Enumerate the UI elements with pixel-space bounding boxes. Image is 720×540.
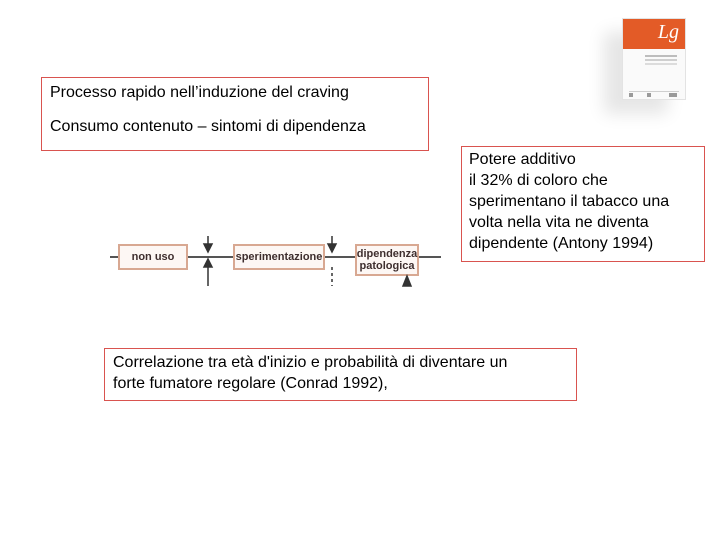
stage-label: sperimentazione — [235, 251, 323, 263]
addictive-power-textbox — [461, 146, 705, 262]
text-line: Correlazione tra età d'inizio e probabilità di diventare un — [113, 354, 508, 371]
arrow-down-icon — [328, 244, 336, 252]
stage-label: patologica — [359, 260, 415, 272]
text-line: volta nella vita ne diventa — [469, 214, 649, 231]
book-monogram: Lg — [657, 21, 679, 43]
publisher-logo-icon — [669, 93, 677, 97]
diagram-arrows — [110, 232, 450, 292]
stage-label: dipendenza — [356, 248, 418, 260]
text-line: dipendente (Antony 1994) — [469, 235, 654, 252]
arrow-up-icon — [204, 259, 212, 267]
text-line: sperimentano il tabacco una — [469, 193, 670, 210]
dependence-line: Consumo contenuto – sintomi di dipendenza — [50, 118, 366, 135]
text-line: Potere additivo — [469, 151, 576, 168]
text-line: forte fumatore regolare (Conrad 1992), — [113, 375, 388, 392]
publisher-logo-icon — [629, 93, 633, 97]
text-line: il 32% di coloro che — [469, 172, 608, 189]
book-cover-header — [623, 19, 685, 49]
book-cover-text — [645, 55, 677, 57]
arrow-up-icon — [403, 276, 411, 286]
craving-textbox — [41, 77, 429, 151]
progression-diagram — [110, 232, 450, 292]
craving-line: Processo rapido nell’induzione del craving — [50, 84, 349, 101]
publisher-logo-icon — [647, 93, 651, 97]
arrow-down-icon — [204, 244, 212, 252]
spacer — [50, 103, 420, 116]
book-cover-image — [622, 18, 686, 100]
stage-label: non uso — [131, 251, 175, 263]
age-correlation-textbox — [104, 348, 577, 401]
